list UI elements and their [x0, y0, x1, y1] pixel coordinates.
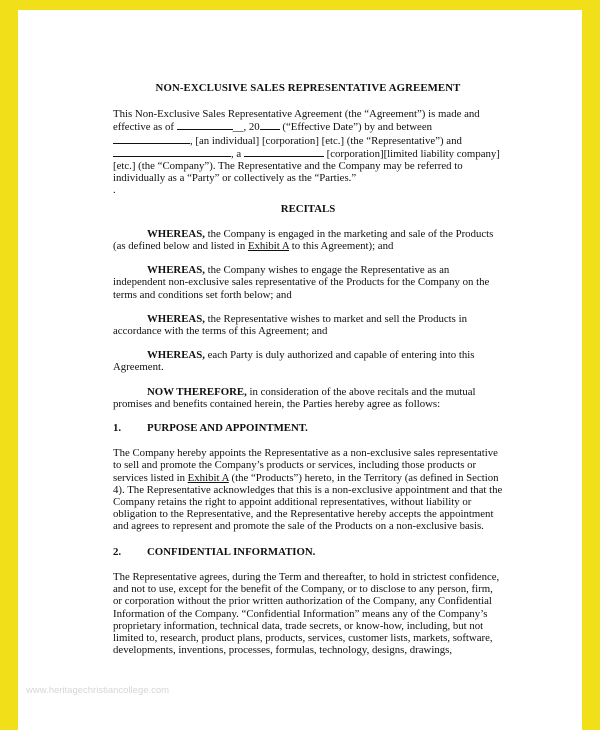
- exhibit-a-reference: Exhibit A: [187, 471, 229, 484]
- date-blank: [177, 120, 233, 130]
- intro-line-6: individually as a “Party” or collectively as the “Parties.”: [113, 172, 357, 185]
- intro-paragraph: [113, 108, 503, 196]
- exhibit-a-reference: Exhibit A: [247, 240, 290, 253]
- recital-1: WHEREAS, the Company is engaged in the marketing and sale of the Products (as defined below and listed in Exhibit A to this Agreement); and: [113, 227, 494, 253]
- now-therefore-clause: NOW THEREFORE, in consideration of the above recitals and the mutual promises and benefits contained herein, the Parties hereby agree as follows:: [113, 385, 476, 410]
- intro-line-1: This Non-Exclusive Sales Representative Agreement (the “Agreement”) is made and: [113, 108, 480, 121]
- section-2-paragraph: The Representative agrees, during the Term and thereafter, to hold in strictest confidence, and not to use, except for the benefit of the Company, or to disclose to any person, firm, or corporation without the prior written authorization of the Company, any Confidential Information of the Company. “Confidential Information” means any of the Company’s proprietary information, technical data, trade secrets, or know-how, including, but not limited to, research, product plans, products, services, customer lists, markets, software, developments, inventions, processes, formulas, technology, designs, drawings,: [113, 570, 500, 657]
- representative-blank: [113, 134, 190, 144]
- section-2-heading: 2. CONFIDENTIAL INFORMATION.: [113, 545, 316, 558]
- recital-2: WHEREAS, the Company wishes to engage the Representative as an independent non-exclusive sales representative of the Products for the Company on the terms and conditions set forth below; and: [113, 264, 490, 301]
- section-1-paragraph: The Company hereby appoints the Representative as a non-exclusive sales representative to sell and promote the Company’s products or services, including those products or services listed in Exhibit A (the “Products”) hereto, in the Territory (as defined in Section 4). The Representative acknowledges that this is a non-exclusive appointment and that the Company retains the right to appoint additional representatives, without liability or obligation to the Representative, and the Representative hereby accepts the appointment and agrees to represent and promote the sale of the Products on a non-exclusive basis.: [113, 447, 503, 533]
- intro-line-3: , [an individual] [corporation] [etc.] (the “Representative”) and: [113, 134, 503, 147]
- intro-line-5: [etc.] (the “Company”). The Representative and the Company may be referred to: [113, 160, 463, 173]
- recital-4: WHEREAS, each Party is duly authorized and capable of entering into this Agreement.: [113, 349, 475, 374]
- document-body: [113, 82, 503, 669]
- watermark-text: www.heritagechristiancollege.com: [26, 685, 170, 696]
- document-page: [18, 10, 582, 730]
- recitals-heading: RECITALS: [280, 202, 336, 215]
- recital-3: WHEREAS, the Representative wishes to market and sell the Products in accordance with the terms of this Agreement; and: [113, 312, 467, 338]
- intro-line-2: effective as of __, 20 (“Effective Date”) by and between: [113, 121, 433, 134]
- year-blank: [260, 120, 280, 130]
- entity-blank: [244, 147, 324, 157]
- document-title: NON-EXCLUSIVE SALES REPRESENTATIVE AGREEMENT: [155, 82, 461, 94]
- intro-line-4: , a [corporation][limited liability company]: [113, 147, 503, 160]
- company-blank: [113, 147, 231, 157]
- section-1-heading: 1. PURPOSE AND APPOINTMENT.: [113, 422, 308, 435]
- stray-dot: .: [113, 184, 116, 197]
